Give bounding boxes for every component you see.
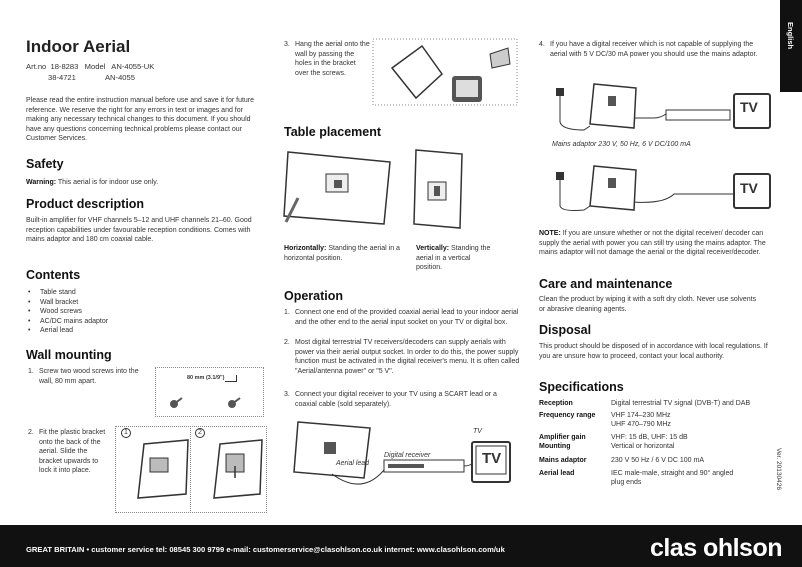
wall-mounting-heading: Wall mounting [26,348,112,362]
hang-illustration [372,38,518,108]
list-item: • AC/DC mains adaptor [28,317,108,327]
spec-row [539,433,761,443]
product-heading: Product description [26,197,145,211]
vertical-aerial-illustration [410,146,470,232]
spec-value: IEC male-male, straight and 90° angled plug ends [611,469,734,487]
horizontal-aerial-illustration [280,146,400,228]
spec-value: Vertical or horizontal [611,443,675,451]
aerial-lead-label: Aerial lead [336,460,370,467]
measure-label: 80 mm (3.1/9") [186,374,225,384]
footer-bar [0,525,802,567]
list-item: • Wood screws [28,307,108,317]
spec-row [539,442,761,452]
spec-row [539,420,761,430]
spec-key: Reception [539,400,573,407]
safety-warning [26,178,262,188]
step-text: Connect one end of the provided coaxial aerial lead to your indoor aerial and the other end to the aerial input socket on your TV or digital box. [295,309,519,326]
step-number: 4. [539,41,545,48]
step-text: Connect your digital receiver to your TV using a SCART lead or a coaxial cable (sold separately). [295,391,497,408]
note-label: NOTE: [539,230,561,237]
list-item: • Wall bracket [28,298,108,308]
wall-step-3 [284,40,370,78]
wall-step-2 [28,428,110,476]
step-text: Most digital terrestrial TV receivers/decoders can supply aerials with power via their aerial output socket. In order to do this, the power supply function must be activated in the digital receiver's menu. It is often called "Aerial/antenna power" or "5 V". [295,339,520,375]
contents-heading: Contents [26,268,81,282]
spec-row [539,399,761,409]
screw-icon [170,398,182,408]
horizontal-label: Horizontally: [284,245,327,252]
vertical-caption [416,244,498,273]
disposal-heading: Disposal [539,323,592,337]
horizontal-caption [284,244,410,263]
spec-value: Digital terrestrial TV signal (DVB-T) and DAB [611,400,751,407]
language-label: English [786,22,795,50]
step-number: 3. [284,41,290,48]
art-number-line-2: 38-4721 AN-4055 [48,73,135,82]
operation-heading: Operation [284,289,344,303]
tv-screen-text: TV [482,450,502,467]
wall-step-1 [28,367,148,386]
digital-receiver-label: Digital receiver [384,452,431,459]
spec-key: Mains adaptor [539,456,587,464]
spec-value: 230 V 50 Hz / 6 V DC 100 mA [611,456,704,464]
spec-value: VHF: 15 dB, UHF: 15 dB [611,433,688,441]
page-title: Indoor Aerial [26,37,131,56]
product-text: Built-in amplifier for VHF channels 5–12 and UHF channels 21–60. Good reception capabilities under favourable reception conditions. Comes with mains adaptor and 180 cm coaxial cable. [26,217,252,244]
care-heading: Care and maintenance [539,277,673,291]
horizontal-text: Standing the aerial in a horizontal position. [284,245,400,262]
version-label: Ver. 20130426 [775,448,782,490]
step-text: If you have a digital receiver which is not capable of supplying the aerial with 5 V DC/30 mA power you should use the mains adaptor. [550,41,758,58]
spec-value: VHF 174–230 MHz [611,411,671,419]
operation-step-1 [284,308,520,327]
right-step-4 [539,40,769,59]
note-body: If you are unsure whether or not the digital receiver/ decoder can supply the aerial with power you can still try using the mains adaptor. The mains adaptor will not damage the aerial or the digital receiver/decoder. [539,230,766,257]
step-number: 2. [284,339,290,346]
safety-heading: Safety [26,157,64,171]
specifications-table [539,399,761,488]
spec-key: Mounting [539,443,571,451]
marker-2: 2 [195,428,205,438]
spec-row [539,411,761,421]
tv-screen-text-1: TV [740,99,758,115]
vertical-label: Vertically: [416,245,450,252]
intro-text: Please read the entire instruction manual before use and save it for future reference. We reserve the right for any errors in text or images and for making any necessary technical changes to this document. If you should have any questions concerning technical problems please contact our Customer Services. [26,97,255,143]
art-number-line-1: Art.no 18-8283 Model AN-4055-UK [26,62,155,71]
vertical-text: Standing the aerial in a vertical position. [416,245,491,272]
spec-value: UHF 470–790 MHz [611,421,671,429]
warning-text: This aerial is for indoor use only. [56,179,159,186]
spec-key: Frequency range [539,411,596,419]
list-item: • Table stand [28,288,108,298]
tv-label: TV [473,428,482,435]
contents-list [28,288,108,336]
disposal-text: This product should be disposed of in accordance with local regulations. If you are unsure how to proceed, contact your local authority. [539,343,768,360]
warning-label: Warning: [26,179,57,186]
language-tab [780,0,802,92]
screws-illustration [160,388,260,416]
step-text: Screw two wood screws into the wall, 80 mm apart. [39,368,139,385]
footer-contact: GREAT BRITAIN • customer service tel: 08545 300 9799 e-mail: customerservice@clasohlson.co.uk internet: www.clasohlson.com/uk [26,545,505,554]
bracket-illustration [116,436,264,510]
step-number: 2. [28,429,34,436]
spec-key: Amplifier gain [539,433,586,441]
step-number: 3. [284,391,290,398]
spec-row [539,469,761,488]
step-text: Hang the aerial onto the wall by passing the holes in the bracket over the screws. [295,41,370,77]
adaptor-caption: Mains adaptor 230 V, 50 Hz, 6 V DC/100 mA [552,141,691,148]
care-text: Clean the product by wiping it with a soft dry cloth. Never use solvents or abrasive cleaning agents. [539,296,757,313]
table-placement-heading: Table placement [284,125,382,139]
tv-screen-text-2: TV [740,180,758,196]
specifications-heading: Specifications [539,380,624,394]
screw-icon [228,398,240,408]
note-text [539,229,769,258]
spec-key: Aerial lead [539,469,575,477]
step-number: 1. [284,309,290,316]
step-text: Fit the plastic bracket onto the back of the aerial. Slide the bracket upwards to lock it into place. [39,429,106,474]
step-number: 1. [28,368,34,375]
marker-1: 1 [121,428,131,438]
brand-logo: clas ohlson [649,534,782,562]
spec-row [539,456,761,466]
list-item: • Aerial lead [28,326,108,336]
operation-step-3 [284,390,520,409]
operation-step-2 [284,338,520,376]
